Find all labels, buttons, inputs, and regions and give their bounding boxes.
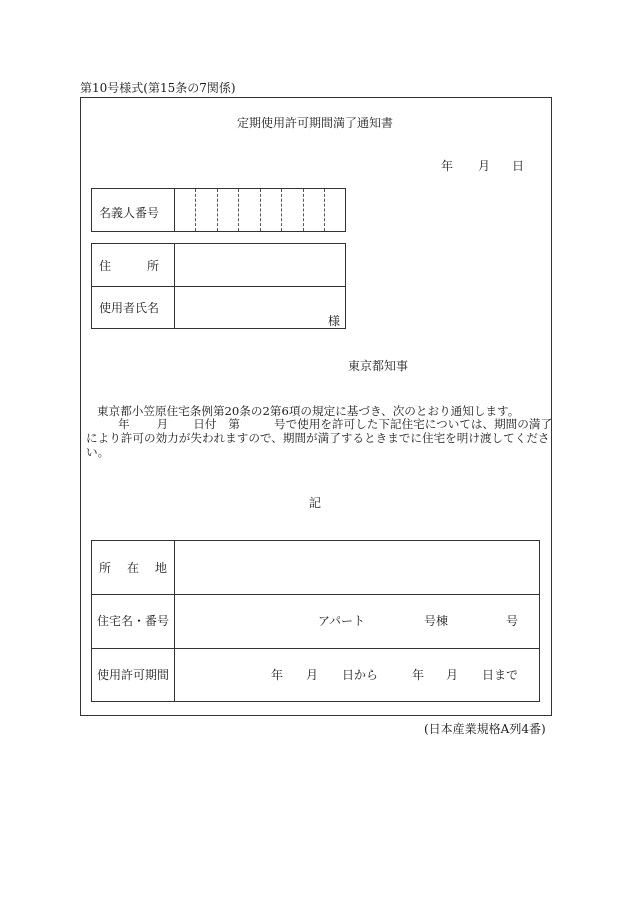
body-go-continued: 号で使用を許可した下記住宅については、期間の満了: [274, 417, 553, 431]
nominee-divider: [174, 188, 175, 232]
issuer-governor: 東京都知事: [348, 359, 409, 373]
address-label: [99, 259, 196, 273]
nominee-label-text: 名義人番号: [99, 206, 160, 220]
address-label-text: 住所: [99, 259, 196, 273]
body-year: 年: [118, 417, 130, 431]
housing-name-label: 住宅名・番号: [97, 614, 170, 628]
document-title: 定期使用許可期間満了通知書: [236, 116, 393, 130]
body-month: 月: [156, 417, 169, 431]
housing-row-divider: [91, 594, 540, 595]
housing-row-divider: [91, 648, 540, 649]
body-dated: 日付: [193, 417, 217, 431]
recipient-row-divider: [91, 286, 346, 287]
body-line-1: 東京都小笠原住宅条例第20条の2第6項の規定に基づき、次のとおり通知します。: [97, 404, 520, 418]
body-dai: 第: [228, 417, 241, 431]
digit-separator: [217, 189, 218, 231]
digit-separator: [195, 189, 196, 231]
honorific-sama: 様: [328, 314, 341, 328]
user-name-label: 使用者氏名: [99, 301, 160, 315]
digit-separator: [324, 189, 325, 231]
location-label: 所在地: [99, 561, 184, 575]
housing-number: 号: [506, 614, 519, 628]
body-line-2: [118, 418, 552, 431]
period-to-day: 日まで: [482, 668, 519, 682]
digit-separator: [260, 189, 261, 231]
period-to-month: 月: [446, 668, 459, 682]
digit-separator: [281, 189, 282, 231]
body-line-3: により許可の効力が失われますので、期間が満了するときまでに住宅を明け渡してくださ: [86, 431, 550, 445]
date-month: 月: [478, 159, 491, 173]
body-line-4: い。: [86, 445, 110, 459]
period-from-year: 年: [271, 668, 284, 682]
date-year: 年: [441, 159, 454, 173]
housing-apart: アパート: [318, 614, 366, 628]
digit-separator: [238, 189, 239, 231]
form-number: 第10号様式(第15条の7関係): [80, 81, 236, 95]
footer-standard: (日本産業規格A列4番): [424, 722, 546, 736]
nominee-number-label: [99, 204, 168, 221]
period-from-day: 日から: [342, 668, 379, 682]
digit-separator: [303, 189, 304, 231]
period-from-month: 月: [306, 668, 319, 682]
period-label: 使用許可期間: [97, 668, 170, 682]
date-day: 日: [512, 159, 525, 173]
housing-building: 号棟: [424, 614, 449, 628]
period-to-year: 年: [412, 668, 425, 682]
ki-heading: 記: [308, 496, 321, 510]
